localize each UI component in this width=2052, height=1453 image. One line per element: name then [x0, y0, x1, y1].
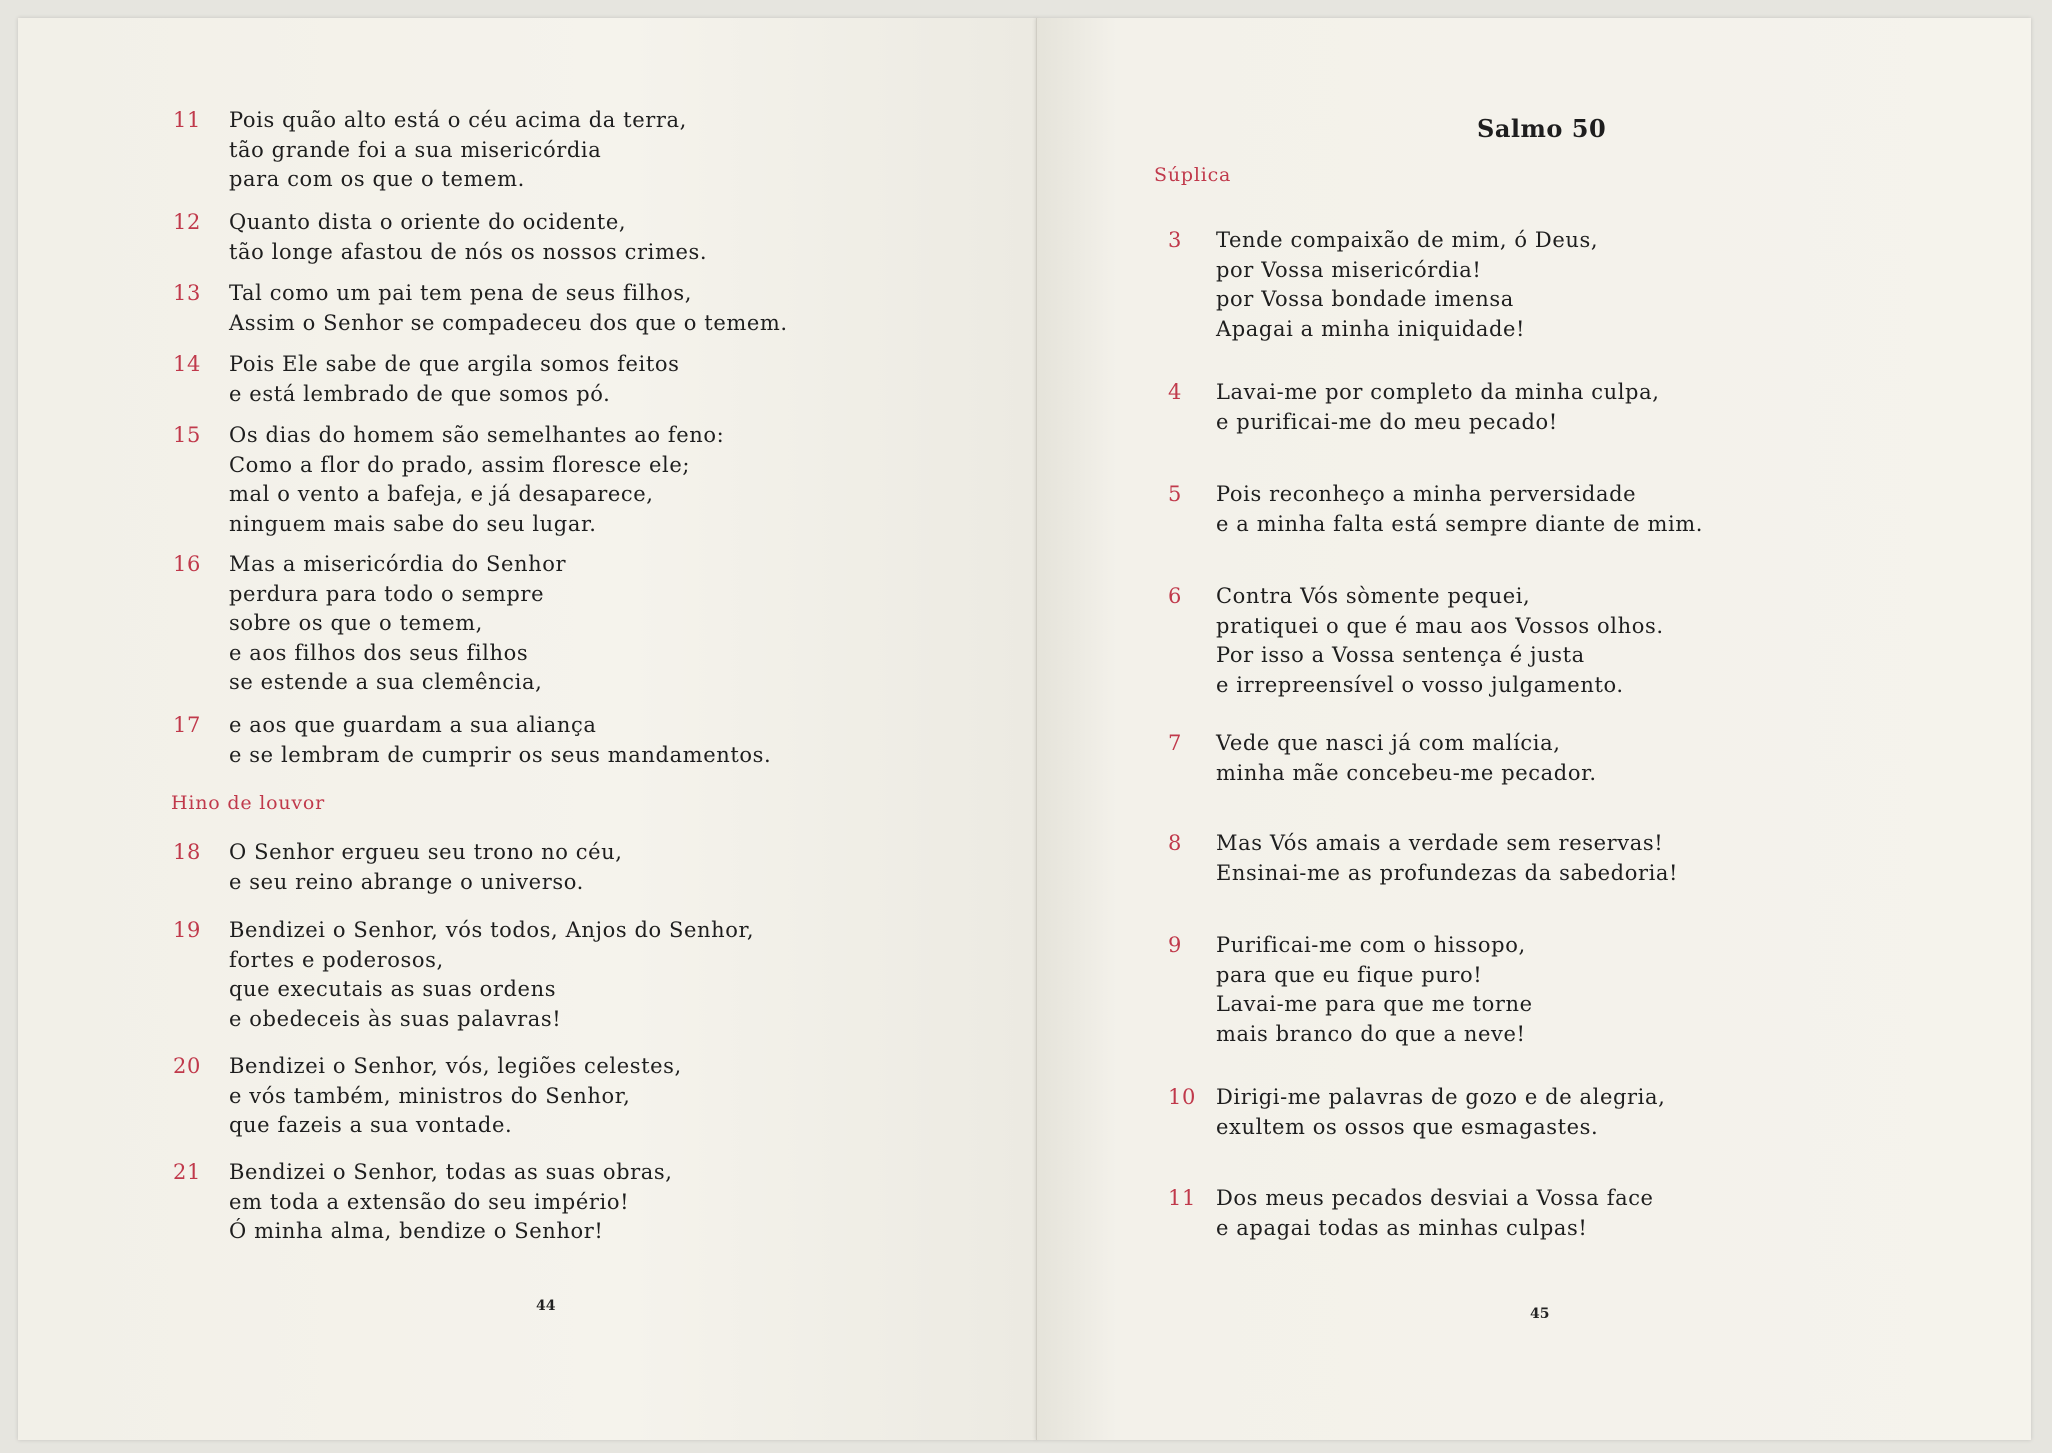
verse-line: em toda a extensão do seu império! — [229, 1189, 630, 1214]
verse-number: 10 — [1168, 1085, 1196, 1109]
verse-line: Quanto dista o oriente do ocidente, — [229, 210, 627, 234]
verse-line: tão longe afastou de nós os nossos crimes. — [229, 239, 708, 264]
verse-line: Tende compaixão de mim, ó Deus, — [1216, 228, 1599, 252]
verse-line: e a minha falta está sempre diante de mim. — [1216, 511, 1704, 536]
verse-line: Ensinai-me as profundezas da sabedoria! — [1216, 860, 1679, 885]
verse-number: 21 — [173, 1160, 201, 1184]
verse-line: Contra Vós sòmente pequei, — [1216, 584, 1531, 608]
verse-line: sobre os que o temem, — [229, 611, 483, 635]
right-page — [1036, 18, 2031, 1440]
verse-number: 13 — [173, 281, 201, 305]
verse-number: 19 — [173, 918, 201, 942]
verse-line: que fazeis a sua vontade. — [229, 1113, 513, 1137]
verse-number: 6 — [1168, 584, 1182, 608]
verse-number: 12 — [173, 210, 201, 234]
verse-number: 9 — [1168, 933, 1182, 957]
verse-line: fortes e poderosos, — [229, 947, 444, 972]
verse-line: Dirigi-me palavras de gozo e de alegria, — [1216, 1085, 1666, 1109]
verse-line: Pois Ele sabe de que argila somos feitos — [229, 352, 680, 376]
verse-number: 11 — [173, 108, 201, 132]
verse-number: 18 — [173, 840, 201, 864]
verse-line: Assim o Senhor se compadeceu dos que o temem. — [229, 310, 788, 335]
book-spread — [18, 18, 2030, 1440]
verse-line: Mas Vós amais a verdade sem reservas! — [1216, 831, 1664, 855]
verse-number: 3 — [1168, 228, 1182, 252]
verse-line: e irrepreensível o vosso julgamento. — [1216, 672, 1624, 697]
left-page — [18, 18, 1037, 1440]
verse-line: e purificai-me do meu pecado! — [1216, 409, 1558, 434]
verse-number: 20 — [173, 1054, 201, 1078]
verse-number: 17 — [173, 713, 201, 737]
verse-line: e aos que guardam a sua aliança — [229, 713, 597, 737]
page-number-right: 45 — [1530, 1306, 1550, 1322]
verse-line: exultem os ossos que esmagastes. — [1216, 1114, 1599, 1139]
verse-line: ninguem mais sabe do seu lugar. — [229, 511, 597, 536]
verse-line: e aos filhos dos seus filhos — [229, 640, 529, 665]
verse-line: se estende a sua clemência, — [229, 670, 543, 694]
verse-line: Dos meus pecados desviai a Vossa face — [1216, 1186, 1654, 1210]
verse-line: e se lembram de cumprir os seus mandamentos. — [229, 742, 772, 767]
verse-line: O Senhor ergueu seu trono no céu, — [229, 840, 623, 864]
verse-line: Lavai-me para que me torne — [1216, 992, 1533, 1016]
verse-number: 11 — [1168, 1186, 1196, 1210]
verse-line: Tal como um pai tem pena de seus filhos, — [229, 281, 692, 305]
verse-line: Bendizei o Senhor, vós, legiões celestes, — [229, 1054, 682, 1078]
verse-line: perdura para todo o sempre — [229, 581, 545, 606]
verse-line: Pois reconheço a minha perversidade — [1216, 482, 1637, 506]
verse-line: Por isso a Vossa sentença é justa — [1216, 643, 1585, 667]
section-label-suplica: Súplica — [1154, 164, 1232, 186]
verse-line: por Vossa bondade imensa — [1216, 287, 1514, 311]
verse-line: tão grande foi a sua misericórdia — [229, 137, 602, 162]
verse-line: Bendizei o Senhor, todas as suas obras, — [229, 1160, 673, 1184]
verse-line: mais branco do que a neve! — [1216, 1021, 1526, 1046]
verse-line: Pois quão alto está o céu acima da terra, — [229, 108, 687, 132]
verse-line: e seu reino abrange o universo. — [229, 869, 584, 894]
verse-number: 5 — [1168, 482, 1182, 506]
verse-line: Apagai a minha iniquidade! — [1216, 316, 1526, 341]
verse-line: minha mãe concebeu-me pecador. — [1216, 760, 1597, 785]
verse-line: Vede que nasci já com malícia, — [1216, 731, 1561, 755]
verse-line: e vós também, ministros do Senhor, — [229, 1083, 631, 1108]
verse-line: Como a flor do prado, assim floresce ele; — [229, 452, 691, 477]
page-number-left: 44 — [536, 1298, 556, 1314]
psalm-title: Salmo 50 — [1477, 114, 1607, 143]
verse-line: Ó minha alma, bendize o Senhor! — [229, 1219, 604, 1243]
verse-line: para que eu fique puro! — [1216, 962, 1483, 987]
verse-line: que executais as suas ordens — [229, 977, 557, 1001]
verse-line: mal o vento a bafeja, e já desaparece, — [229, 482, 654, 506]
verse-number: 8 — [1168, 831, 1182, 855]
verse-line: Mas a misericórdia do Senhor — [229, 552, 567, 576]
verse-line: Os dias do homem são semelhantes ao feno: — [229, 423, 725, 447]
verse-line: para com os que o temem. — [229, 167, 525, 191]
verse-line: e apagai todas as minhas culpas! — [1216, 1215, 1588, 1240]
verse-number: 14 — [173, 352, 201, 376]
verse-line: Bendizei o Senhor, vós todos, Anjos do Senhor, — [229, 918, 755, 942]
section-label-hino: Hino de louvor — [171, 792, 326, 814]
verse-number: 15 — [173, 423, 201, 447]
verse-line: Purificai-me com o hissopo, — [1216, 933, 1526, 957]
verse-number: 7 — [1168, 731, 1182, 755]
verse-number: 16 — [173, 552, 201, 576]
verse-line: e obedeceis às suas palavras! — [229, 1006, 562, 1031]
verse-line: Lavai-me por completo da minha culpa, — [1216, 380, 1660, 404]
verse-line: e está lembrado de que somos pó. — [229, 381, 611, 406]
verse-line: por Vossa misericórdia! — [1216, 257, 1482, 282]
verse-line: pratiquei o que é mau aos Vossos olhos. — [1216, 613, 1664, 638]
verse-number: 4 — [1168, 380, 1182, 404]
